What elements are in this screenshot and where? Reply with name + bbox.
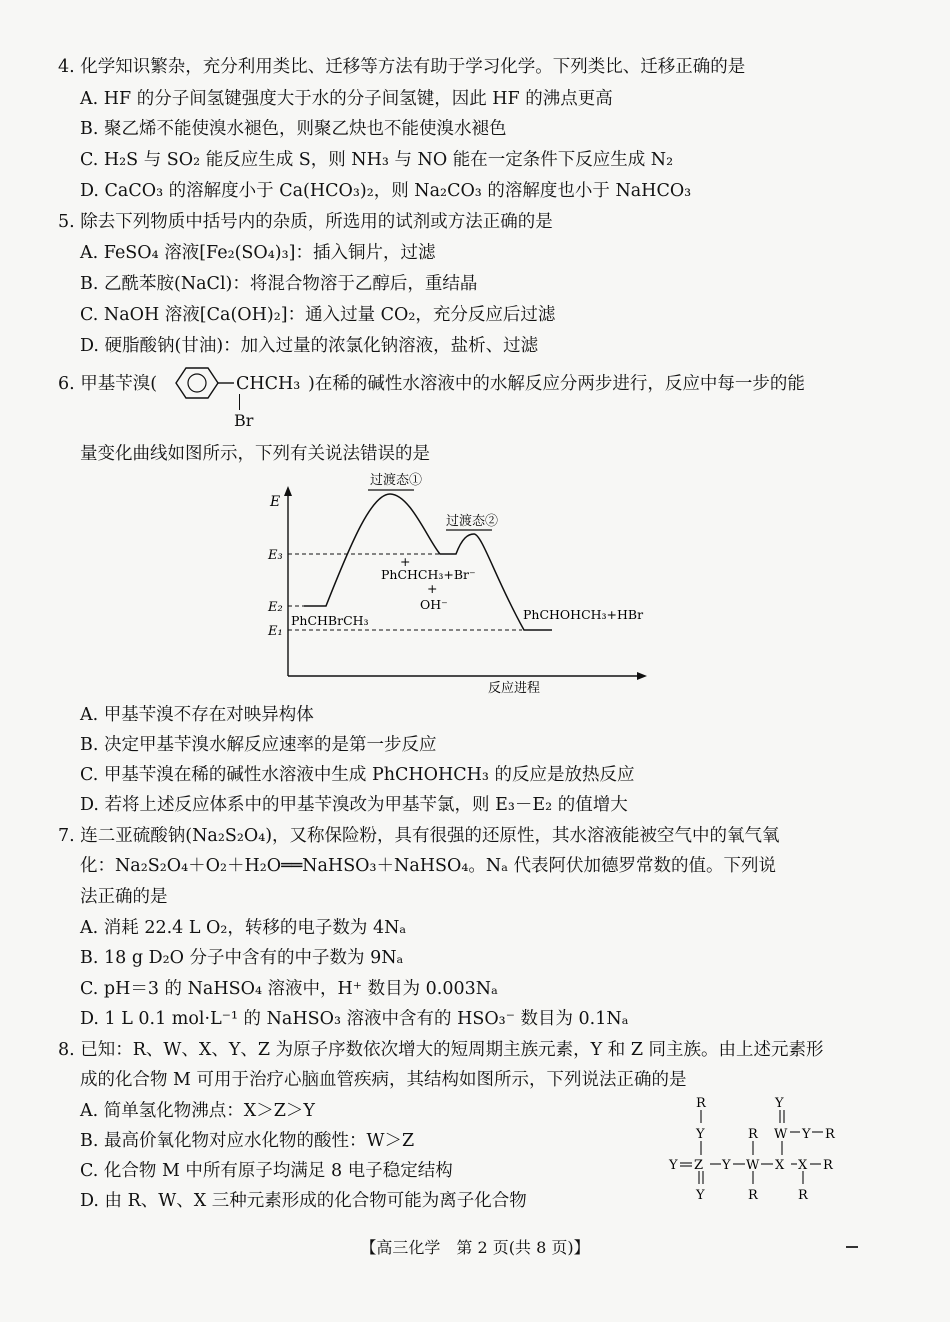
atom-y-left: Y: [669, 1158, 678, 1173]
q5-option-b: B. 乙酰苯胺(NaCl)：将混合物溶于乙醇后，重结晶: [80, 274, 478, 294]
q7-stem-part1: 7. 连二亚硫酸钠(Na₂S₂O₄)，又称保险粉，具有很强的还原性，其水溶液能被空气中的氧气氧: [58, 826, 780, 846]
e3-label: E₃: [268, 548, 283, 563]
intermediate-charge: +: [400, 554, 411, 569]
q8-option-c: C. 化合物 M 中所有原子均满足 8 电子稳定结构: [80, 1161, 453, 1181]
q4-option-c: C. H₂S 与 SO₂ 能反应生成 S，则 NH₃ 与 NO 能在一定条件下反应生成 N₂: [80, 150, 674, 170]
benzene-ring-icon: [168, 364, 238, 404]
ts1-label: 过渡态①: [370, 473, 423, 488]
q5-option-c: C. NaOH 溶液[Ca(OH)₂]：通入过量 CO₂，充分反应后过滤: [80, 305, 556, 325]
atom-r-bottom1: R: [748, 1188, 758, 1203]
q5-option-a: A. FeSO₄ 溶液[Fe₂(SO₄)₃]：插入铜片，过滤: [80, 243, 436, 263]
q8-option-d: D. 由 R、W、X 三种元素形成的化合物可能为离子化合物: [80, 1191, 527, 1211]
q6-stem-part2: )在稀的碱性水溶液中的水解反应分两步进行，反应中每一步的能: [308, 374, 805, 394]
compound-m-structure: [665, 1093, 855, 1205]
q7-option-b: B. 18 g D₂O 分子中含有的中子数为 9Nₐ: [80, 948, 404, 968]
q7-stem-part2: 化：Na₂S₂O₄＋O₂＋H₂O══NaHSO₃＋NaHSO₄。Nₐ 代表阿伏加德罗常数的值。下列说: [80, 856, 777, 876]
q5-option-d: D. 硬脂酸钠(甘油)：加入过量的浓氯化钠溶液，盐析、过滤: [80, 336, 539, 356]
q5-stem: 5. 除去下列物质中括号内的杂质，所选用的试剂或方法正确的是: [58, 212, 553, 232]
q8-stem-part2: 成的化合物 M 可用于治疗心脑血管疾病，其结构如图所示，下列说法正确的是: [80, 1070, 687, 1090]
q8-stem-part1: 8. 已知：R、W、X、Y、Z 为原子序数依次增大的短周期主族元素，Y 和 Z 同主族。由上述元素形: [58, 1040, 824, 1060]
q8-option-b: B. 最高价氧化物对应水化物的酸性：W＞Z: [80, 1131, 415, 1151]
e2-label: E₂: [268, 600, 283, 615]
q8-option-a: A. 简单氢化物沸点：X＞Z＞Y: [80, 1101, 315, 1121]
q6-option-a: A. 甲基苄溴不存在对映异构体: [80, 705, 314, 725]
reactant-label: PhCHBrCH₃: [291, 613, 369, 628]
page-footer: 【高三化学 第 2 页(共 8 页)】: [360, 1238, 590, 1257]
q7-option-d: D. 1 L 0.1 mol·L⁻¹ 的 NaHSO₃ 溶液中含有的 HSO₃⁻ 数目为 0.1Nₐ: [80, 1009, 629, 1029]
bond-line: [239, 394, 240, 410]
atom-x1: X: [775, 1158, 785, 1173]
q7-stem-part3: 法正确的是: [80, 887, 168, 907]
intermediate-label-3: OH⁻: [420, 597, 448, 612]
intermediate-label-2: +: [427, 581, 438, 596]
atom-w-mid: W: [746, 1158, 760, 1173]
atom-x2: X: [798, 1158, 808, 1173]
atom-r-right1: R: [825, 1127, 835, 1142]
atom-r-bottom2: R: [798, 1188, 808, 1203]
atom-y-right: Y: [802, 1127, 811, 1142]
atom-r-mid: R: [748, 1127, 758, 1142]
q6-stem-br: Br: [234, 411, 254, 430]
q6-stem-part3: 量变化曲线如图所示，下列有关说法错误的是: [80, 444, 430, 464]
atom-y-top2: Y: [775, 1096, 784, 1111]
q4-option-a: A. HF 的分子间氢键强度大于水的分子间氢键，因此 HF 的沸点更高: [80, 89, 613, 109]
y-axis-label: E: [270, 494, 281, 510]
scan-mark: [846, 1246, 858, 1248]
atom-y-bottom: Y: [696, 1188, 705, 1203]
q6-option-d: D. 若将上述反应体系中的甲基苄溴改为甲基苄氯，则 E₃－E₂ 的值增大: [80, 795, 628, 815]
q7-option-c: C. pH＝3 的 NaHSO₄ 溶液中，H⁺ 数目为 0.003Nₐ: [80, 979, 498, 999]
q6-stem-group: CHCH₃: [236, 374, 301, 394]
atom-y-mid: Y: [722, 1158, 731, 1173]
e1-label: E₁: [268, 624, 283, 639]
q6-stem-part1: 6. 甲基苄溴(: [58, 374, 158, 394]
atom-r-right2: R: [823, 1158, 833, 1173]
atom-y-top1: Y: [696, 1127, 705, 1142]
intermediate-label-1: PhCHCH₃+Br⁻: [381, 567, 476, 582]
q4-option-d: D. CaCO₃ 的溶解度小于 Ca(HCO₃)₂，则 Na₂CO₃ 的溶解度也小于 NaHCO₃: [80, 181, 692, 201]
q6-option-b: B. 决定甲基苄溴水解反应速率的是第一步反应: [80, 735, 437, 755]
atom-r-top: R: [696, 1096, 706, 1111]
ts2-label: 过渡态②: [446, 514, 499, 529]
q4-stem: 4. 化学知识繁杂，充分利用类比、迁移等方法有助于学习化学。下列类比、迁移正确的是: [58, 57, 746, 77]
energy-profile-diagram: [260, 470, 660, 702]
product-label: PhCHOHCH₃+HBr: [523, 607, 644, 622]
q4-option-b: B. 聚乙烯不能使溴水褪色，则聚乙炔也不能使溴水褪色: [80, 119, 507, 139]
atom-w-upper: W: [774, 1127, 788, 1142]
x-axis-label: 反应进程: [488, 681, 541, 696]
q6-option-c: C. 甲基苄溴在稀的碱性水溶液中生成 PhCHOHCH₃ 的反应是放热反应: [80, 765, 635, 785]
q7-option-a: A. 消耗 22.4 L O₂，转移的电子数为 4Nₐ: [80, 918, 407, 938]
atom-z: Z: [694, 1158, 704, 1173]
